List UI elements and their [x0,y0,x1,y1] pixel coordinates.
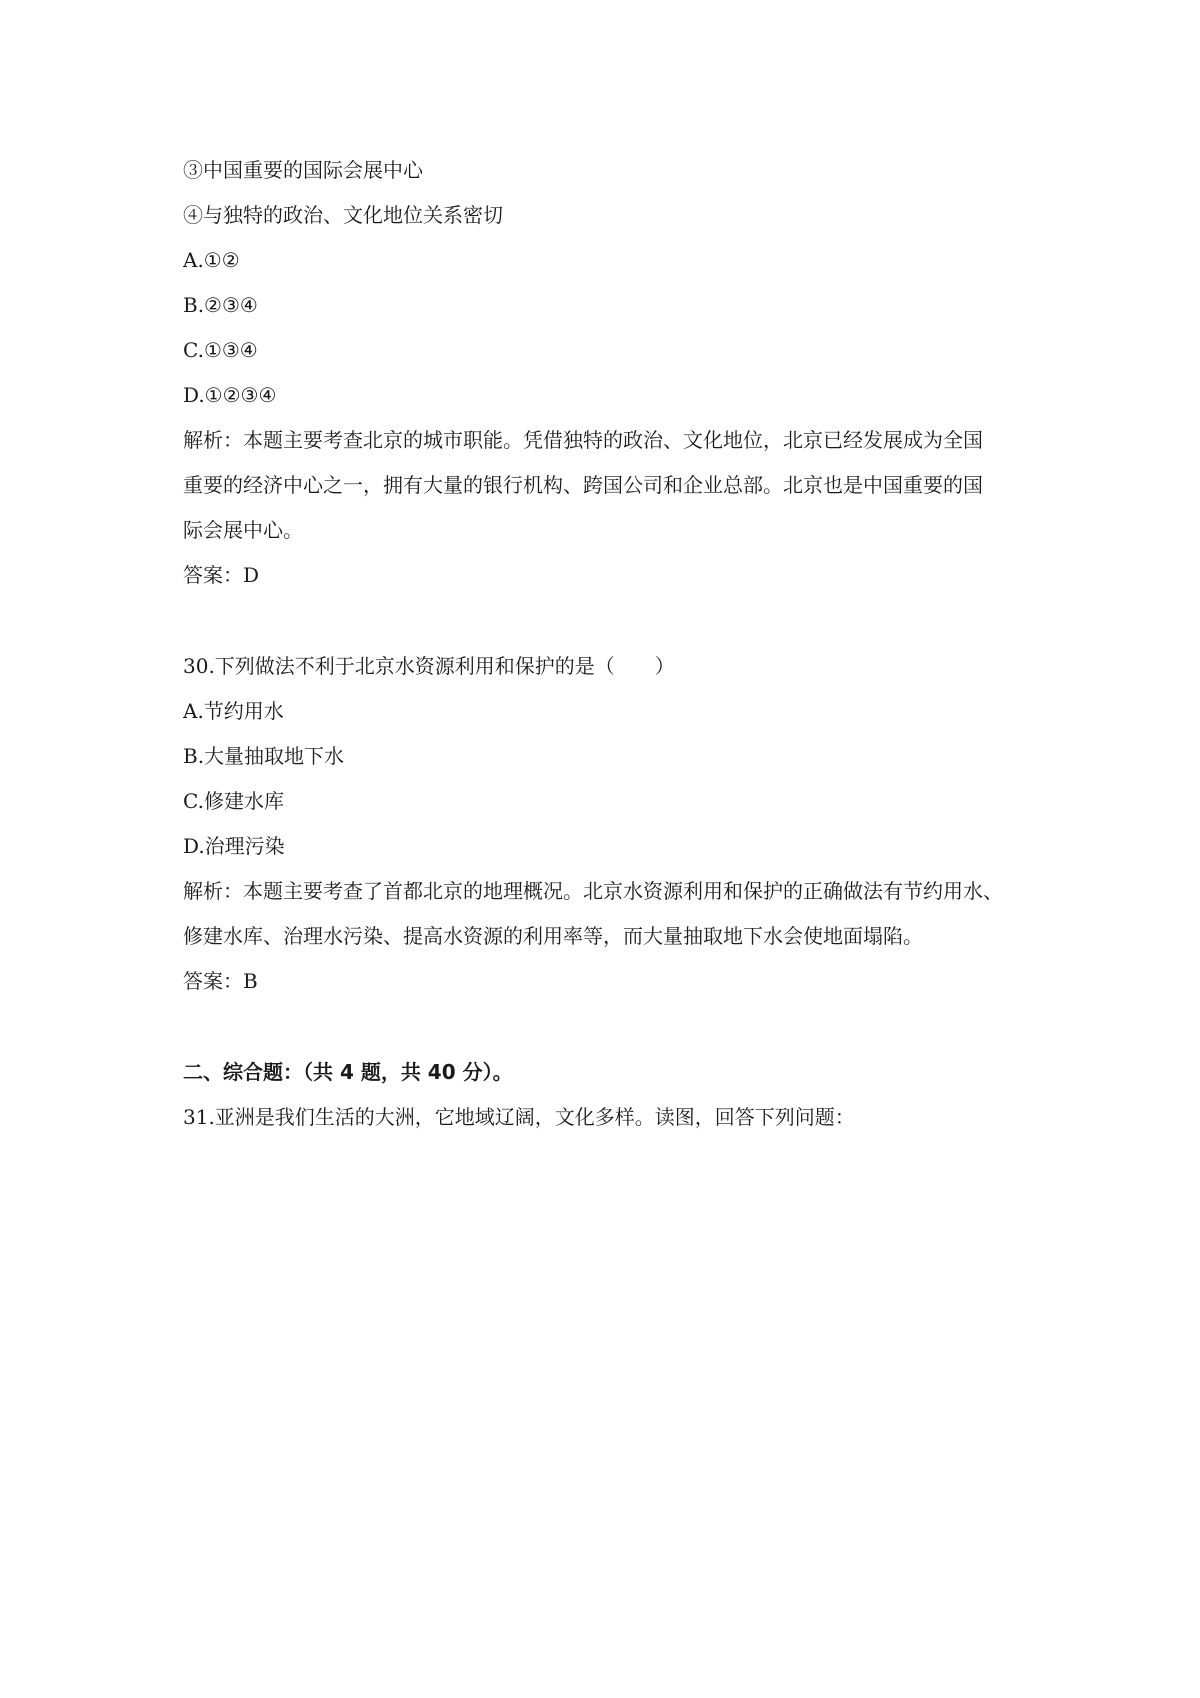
section-2-heading: 二、综合题：（共 4 题，共 40 分）。 [183,1060,513,1084]
q30-choice-b: B.大量抽取地下水 [183,744,345,768]
q29-answer: 答案：D [183,563,260,587]
q30-choice-d: D.治理污染 [183,834,285,858]
q29-choice-d: D.①②③④ [183,383,277,407]
q30-analysis-line-1: 解析：本题主要考查了首都北京的地理概况。北京水资源利用和保护的正确做法有节约用水、 [183,879,1003,903]
q29-analysis-line-3: 际会展中心。 [183,518,303,542]
q30-analysis-line-2: 修建水库、治理水污染、提高水资源的利用率等，而大量抽取地下水会使地面塌陷。 [183,924,923,948]
q30-choice-a: A.节约用水 [183,699,284,723]
q29-analysis-line-2: 重要的经济中心之一，拥有大量的银行机构、跨国公司和企业总部。北京也是中国重要的国 [183,473,983,497]
q29-option-3: ③中国重要的国际会展中心 [183,158,423,182]
q29-analysis-line-1: 解析：本题主要考查北京的城市职能。凭借独特的政治、文化地位，北京已经发展成为全国 [183,428,983,452]
q30-choice-c: C.修建水库 [183,789,284,813]
q29-choice-c: C.①③④ [183,338,258,362]
q30-answer: 答案：B [183,969,258,993]
q29-option-4: ④与独特的政治、文化地位关系密切 [183,203,503,227]
q30-question: 30.下列做法不利于北京水资源利用和保护的是（ ） [183,654,675,678]
q29-choice-a: A.①② [183,248,240,272]
q31-question: 31.亚洲是我们生活的大洲，它地域辽阔，文化多样。读图，回答下列问题： [183,1105,855,1129]
q29-choice-b: B.②③④ [183,293,258,317]
